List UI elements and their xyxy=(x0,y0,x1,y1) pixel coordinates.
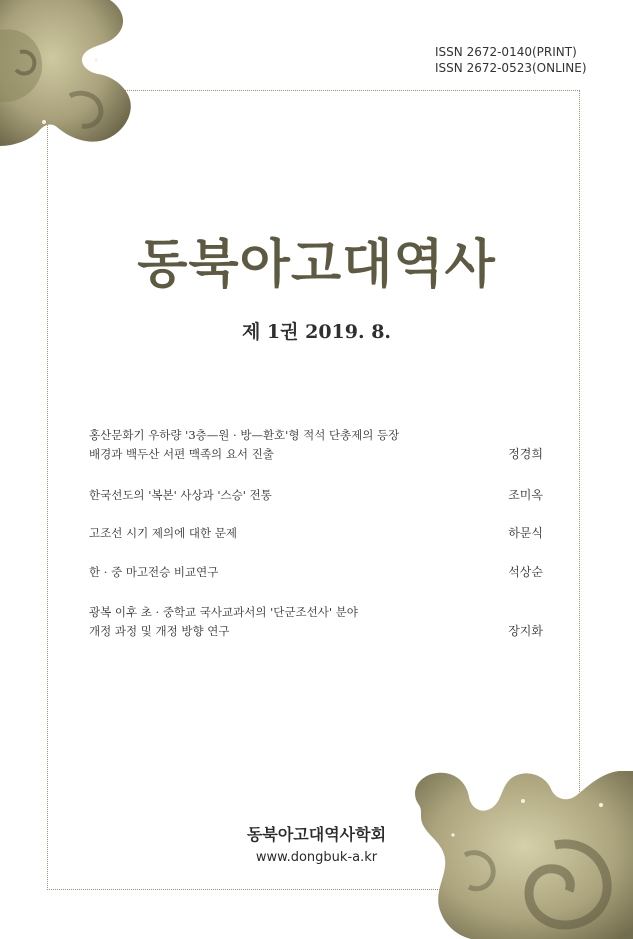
issn-block xyxy=(435,44,587,76)
issn-online: ISSN 2672-0523(ONLINE) xyxy=(435,61,587,75)
volume-issue: 제 1권 2019. 8. xyxy=(241,321,392,343)
toc-entry xyxy=(89,563,543,582)
toc-entry xyxy=(89,426,543,464)
toc-entry xyxy=(89,524,543,543)
article-author: 석상순 xyxy=(508,565,543,579)
website-url: www.dongbuk-a.kr xyxy=(255,850,378,865)
article-author: 정경희 xyxy=(508,447,543,461)
article-author: 하문식 xyxy=(508,526,543,540)
toc-entry xyxy=(89,486,543,505)
article-author: 장지화 xyxy=(508,624,543,638)
article-title-line: 한국선도의 '복본' 사상과 '스승' 전통 xyxy=(89,488,272,502)
article-title-line: 광복 이후 초 · 중학교 국사교과서의 '단군조선사' 분야 xyxy=(89,605,358,619)
issn-print: ISSN 2672-0140(PRINT) xyxy=(435,45,577,59)
article-title-line: 한 · 중 마고전승 비교연구 xyxy=(89,565,219,579)
publisher-name: 동북아고대역사학회 xyxy=(246,825,387,844)
article-title-line: 홍산문화기 우하량 '3층—원 · 방—환호'형 적석 단총제의 등장 xyxy=(89,428,400,442)
journal-title: 동북아고대역사 xyxy=(137,234,496,295)
article-title-line: 배경과 백두산 서편 맥족의 요서 진출 xyxy=(89,447,274,461)
article-author: 조미옥 xyxy=(508,488,543,502)
article-title-line: 개정 과정 및 개정 방향 연구 xyxy=(89,624,230,638)
article-title-line: 고조선 시기 제의에 대한 문제 xyxy=(89,526,237,540)
jade-ornament-top-left xyxy=(0,0,140,148)
toc-entry xyxy=(89,603,543,641)
